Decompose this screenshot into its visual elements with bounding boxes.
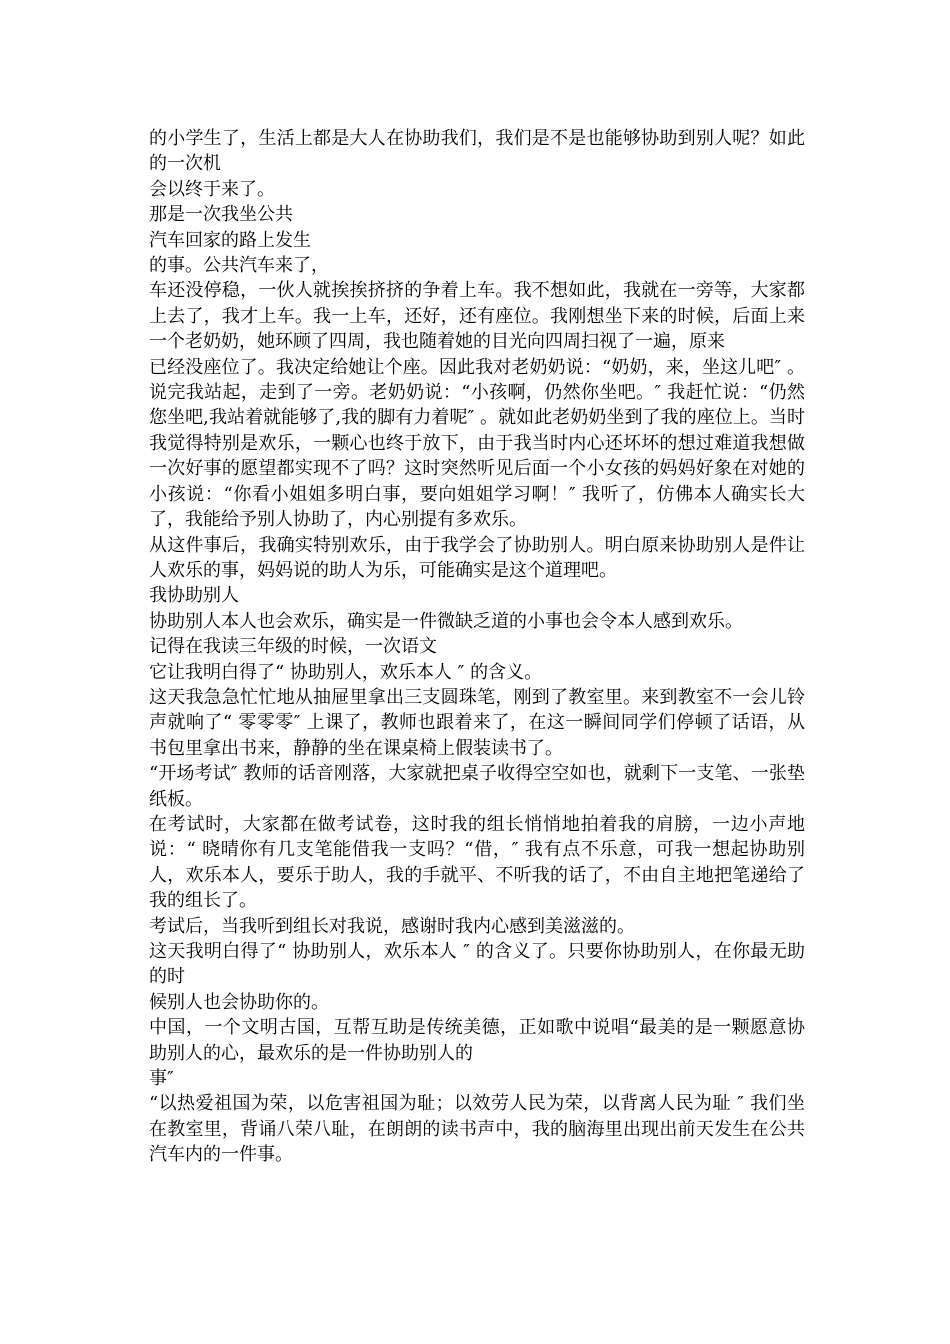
paragraph: 的事。公共汽车来了， bbox=[149, 255, 329, 277]
paragraph: 在考试时，大家都在做考试卷，这时我的组长悄悄地拍着我的肩膀，一边小声地说：“ 晓晴你有几支笔能借我一支吗？“借，″ 我有点不乐意，可我一想起协助别人，欢乐本人，要乐于助人，我的手就平、不听我的话了，不由自主地把笔递给了我的组长了。 bbox=[149, 813, 805, 912]
paragraph: 协助别人本人也会欢乐，确实是一件微缺乏道的小事也会令本人感到欢乐。 bbox=[149, 610, 743, 632]
paragraph: “开场考试″ 教师的话音刚落，大家就把桌子收得空空如也，就剩下一支笔、一张垫纸板。 bbox=[149, 763, 805, 810]
paragraph: 这天我明白得了“ 协助别人，欢乐本人 ″ 的含义了。只要你协助别人，在你最无助的时 bbox=[149, 941, 805, 988]
paragraph: 事″ bbox=[149, 1068, 174, 1090]
paragraph: 汽车回家的路上发生 bbox=[149, 229, 311, 251]
paragraph: 候别人也会协助你的。 bbox=[149, 991, 329, 1013]
paragraph: 会以终于来了。 bbox=[149, 178, 275, 200]
paragraph: 它让我明白得了“ 协助别人，欢乐本人 ″ 的含义。 bbox=[149, 661, 543, 683]
essay-body bbox=[149, 126, 805, 1168]
paragraph: 的小学生了，生活上都是大人在协助我们，我们是不是也能够协助到别人呢？如此的一次机 bbox=[149, 128, 805, 175]
paragraph: 已经没座位了。我决定给她让个座。因此我对老奶奶说：“奶奶，来，坐这儿吧″ 。说完我站起，走到了一旁。老奶奶说：“小孩啊，仍然你坐吧。″ 我赶忙说：“仍然您坐吧,我站着就能够了,我的脚有力着呢″ 。就如此老奶奶坐到了我的座位上。当时我觉得特别是欢乐，一颗心也终于放下，由于我当时内心还坏坏的想过难道我想做一次好事的愿望都实现不了吗？这时突然听见后面一个小女孩的妈妈好象在对她的小孩说：“你看小姐姐多明白事，要向姐姐学习啊！″ 我听了，仿佛本人确实长大了，我能给予别人协助了，内心别提有多欢乐。 bbox=[149, 356, 805, 531]
paragraph: 中国，一个文明古国，互帮互助是传统美德，正如歌中说唱“最美的是一颗愿意协助别人的心，最欢乐的是一件协助别人的 bbox=[149, 1017, 805, 1064]
paragraph: 从这件事后，我确实特别欢乐，由于我学会了协助别人。明白原来协助别人是件让人欢乐的事，妈妈说的助人为乐，可能确实是这个道理吧。 bbox=[149, 534, 805, 581]
paragraph: 那是一次我坐公共 bbox=[149, 204, 293, 226]
paragraph: “以热爱祖国为荣，以危害祖国为耻；以效劳人民为荣，以背离人民为耻 ″ 我们坐在教室里，背诵八荣八耻，在朗朗的读书声中，我的脑海里出现出前天发生在公共汽车内的一件事。 bbox=[149, 1093, 805, 1166]
section-heading: 我协助别人 bbox=[149, 585, 239, 607]
paragraph: 考试后，当我听到组长对我说，感谢时我内心感到美滋滋的。 bbox=[149, 915, 635, 937]
paragraph: 这天我急急忙忙地从抽屉里拿出三支圆珠笔，刚到了教室里。来到教室不一会儿铃声就响了“ 零零零″ 上课了，教师也跟着来了，在这一瞬间同学们停顿了话语，从书包里拿出书来，静静的坐在课桌椅上假装读书了。 bbox=[149, 686, 805, 759]
paragraph: 车还没停稳，一伙人就挨挨挤挤的争着上车。我不想如此，我就在一旁等，大家都上去了，我才上车。我一上车，还好，还有座位。我刚想坐下来的时候，后面上来一个老奶奶，她环顾了四周，我也随着她的目光向四周扫视了一遍，原来 bbox=[149, 280, 805, 353]
paragraph: 记得在我读三年级的时候，一次语文 bbox=[149, 636, 437, 658]
